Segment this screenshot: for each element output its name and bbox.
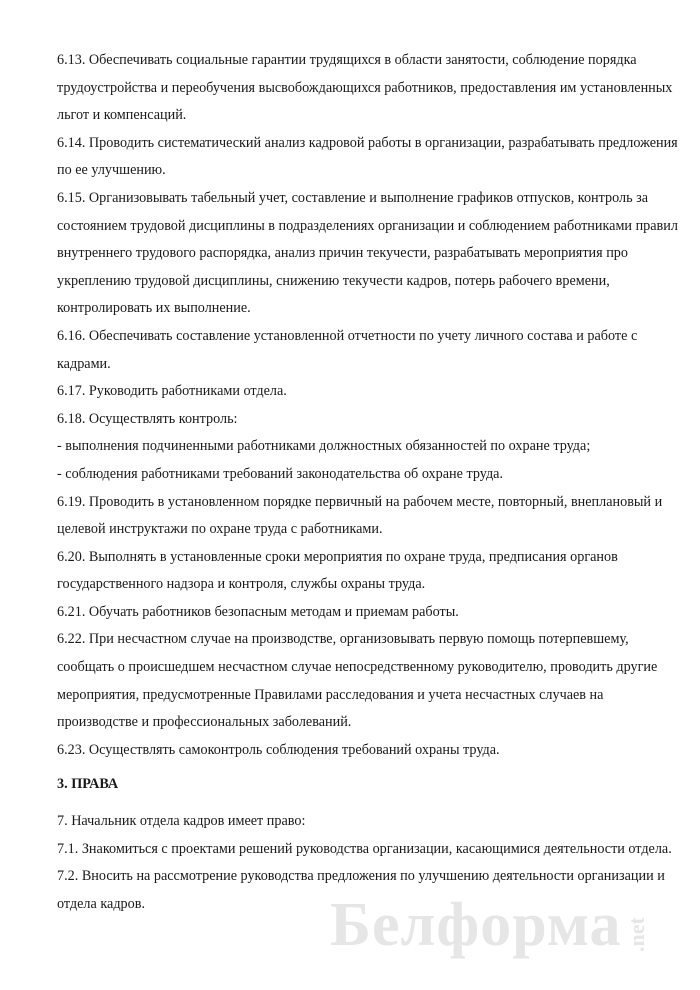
document-body [57, 47, 687, 918]
paragraph-7: 7. Начальник отдела кадров имеет право: [57, 813, 306, 830]
paragraph-6-21: 6.21. Обучать работников безопасным методам и приемам работы. [57, 603, 459, 620]
paragraph-7-2: 7.2. Вносить на рассмотрение руководства предложения по улучшению деятельности организации и отдела кадров. [57, 868, 665, 912]
paragraph-6-18: 6.18. Осуществлять контроль: [57, 410, 238, 427]
section-heading-rights: 3. ПРАВА [57, 776, 119, 793]
watermark-main-text: Белформа [330, 891, 622, 959]
paragraph-6-19: 6.19. Проводить в установленном порядке первичный на рабочем месте, повторный, внеплановый и целевой инструктажи по охране труда с работниками. [57, 493, 663, 538]
paragraph-6-23: 6.23. Осуществлять самоконтроль соблюдения требований охраны труда. [57, 741, 500, 758]
paragraph-6-14: 6.14. Проводить систематический анализ кадровой работы в организации, разрабатывать предложения по ее улучшению. [57, 134, 678, 179]
paragraph-7-1: 7.1. Знакомиться с проектами решений руководства организации, касающимися деятельности отдела. [57, 840, 672, 857]
paragraph-6-15: 6.15. Организовывать табельный учет, составление и выполнение графиков отпусков, контроль за состоянием трудовой дисциплины в подразделениях организации и соблюдением работниками правил внутреннего трудового распорядка, анализ причин текучести, разрабатывать мероприятия про укреплению трудовой дисциплины, снижению текучести кадров, потерь рабочего времени, контролировать их выполнение. [57, 189, 678, 317]
paragraph-6-20: 6.20. Выполнять в установленные сроки мероприятия по охране труда, предписания органов государственного надзора и контроля, службы охраны труда. [57, 548, 618, 593]
paragraph-6-17: 6.17. Руководить работниками отдела. [57, 383, 287, 400]
paragraph-6-16: 6.16. Обеспечивать составление установленной отчетности по учету личного состава и работе с кадрами. [57, 327, 638, 372]
paragraph-6-13: 6.13. Обеспечивать социальные гарантии трудящихся в области занятости, соблюдение порядка трудоустройства и переобучения высвобождающихся работников, предоставления им установленных льгот и компенсаций. [57, 52, 673, 124]
watermark-logo: Белформа .net [330, 891, 649, 959]
paragraph-6-22: 6.22. При несчастном случае на производстве, организовывать первую помощь потерпевшему, сообщать о происшедшем несчастном случае непосредственному руководителю, проводить другие мероприятия, предусмотренные Правилами расследования и учета несчастных случаев на производстве и профессиональных заболеваний. [57, 631, 658, 731]
list-item-legislation-compliance: - соблюдения работниками требований законодательства об охране труда. [57, 465, 504, 482]
list-item-duties-compliance: - выполнения подчиненными работниками должностных обязанностей по охране труда; [57, 438, 591, 455]
